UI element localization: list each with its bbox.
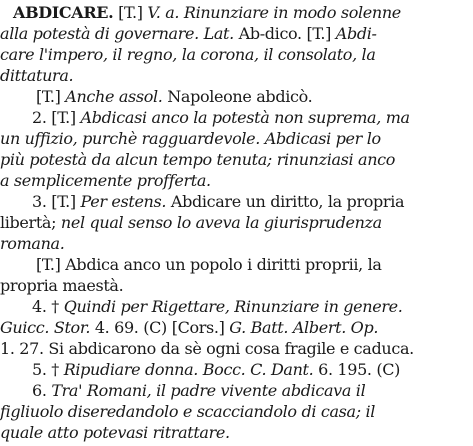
entry-text: libertà;	[0, 213, 61, 232]
entry-text: 5. †	[32, 360, 64, 379]
entry-line	[0, 212, 473, 234]
entry-text: Napoleone abdicò.	[167, 87, 313, 106]
entry-line	[0, 233, 473, 255]
entry-text: 6.	[32, 381, 52, 400]
entry-line	[0, 275, 473, 297]
entry-text: a semplicemente profferta.	[0, 171, 211, 190]
entry-line	[0, 254, 473, 276]
entry-text: figliuolo diseredandolo e scacciandolo di casa; il	[0, 402, 376, 421]
entry-text: dittatura.	[0, 66, 74, 85]
entry-text: propria maestà.	[0, 276, 124, 295]
entry-text: [T.]	[113, 3, 148, 22]
entry-line	[0, 44, 473, 66]
entry-text: Abdi-	[335, 24, 377, 43]
entry-text: Per estens.	[80, 192, 171, 211]
entry-line	[0, 2, 473, 24]
entry-text: quale atto potevasi ritrattare.	[0, 423, 230, 442]
entry-text: [T.] Abdica anco un popolo i diritti proprii, la	[36, 255, 382, 274]
entry-text: [T.]	[36, 87, 66, 106]
entry-line	[0, 191, 473, 213]
entry-line	[0, 359, 473, 381]
entry-line	[0, 296, 473, 318]
entry-text: G. Batt. Albert. Op.	[229, 318, 379, 337]
entry-text: un uffizio, purchè ragguardevole. Abdicasi per lo	[0, 129, 381, 148]
entry-text: nel qual senso lo aveva la giurisprudenza	[60, 213, 382, 232]
entry-text: alla potestà di governare. Lat.	[0, 24, 239, 43]
headword: ABDICARE.	[13, 3, 114, 22]
entry-line	[0, 128, 473, 150]
entry-line	[0, 338, 473, 360]
entry-text: Ab-dico. [T.]	[238, 24, 336, 43]
entry-text: Anche assol.	[65, 87, 168, 106]
entry-text: V. a. Rinunziare in modo solenne	[147, 3, 401, 22]
entry-line	[0, 107, 473, 129]
entry-text: 6. 195. (C)	[318, 360, 401, 379]
entry-text: Ripudiare donna. Bocc. C. Dant.	[63, 360, 319, 379]
entry-text: 3. [T.]	[32, 192, 81, 211]
entry-text: 1. 27. Si abdicarono da sè ogni cosa fragile e caduca.	[0, 339, 414, 358]
entry-text: Tra' Romani, il padre vivente abdicava il	[51, 381, 366, 400]
entry-text: romana.	[0, 234, 65, 253]
entry-line	[0, 23, 473, 45]
entry-text: più potestà da alcun tempo tenuta; rinunziasi anco	[0, 150, 396, 169]
entry-text: Abdicare un diritto, la propria	[170, 192, 405, 211]
entry-line	[0, 65, 473, 87]
entry-line	[0, 401, 473, 423]
entry-line	[0, 317, 473, 339]
entry-text: 4. †	[32, 297, 64, 316]
entry-line	[0, 86, 473, 108]
entry-text: Quindi per Rigettare, Rinunziare in genere.	[63, 297, 403, 316]
entry-text: 4. 69. (C) [Cors.]	[94, 318, 230, 337]
entry-line	[0, 422, 473, 444]
entry-line	[0, 380, 473, 402]
entry-text: 2. [T.]	[32, 108, 81, 127]
entry-line	[0, 149, 473, 171]
entry-text: Abdicasi anco la potestà non suprema, ma	[80, 108, 410, 127]
entry-text: care l'impero, il regno, la corona, il consolato, la	[0, 45, 376, 64]
entry-text: Guicc. Stor.	[0, 318, 95, 337]
entry-line	[0, 170, 473, 192]
